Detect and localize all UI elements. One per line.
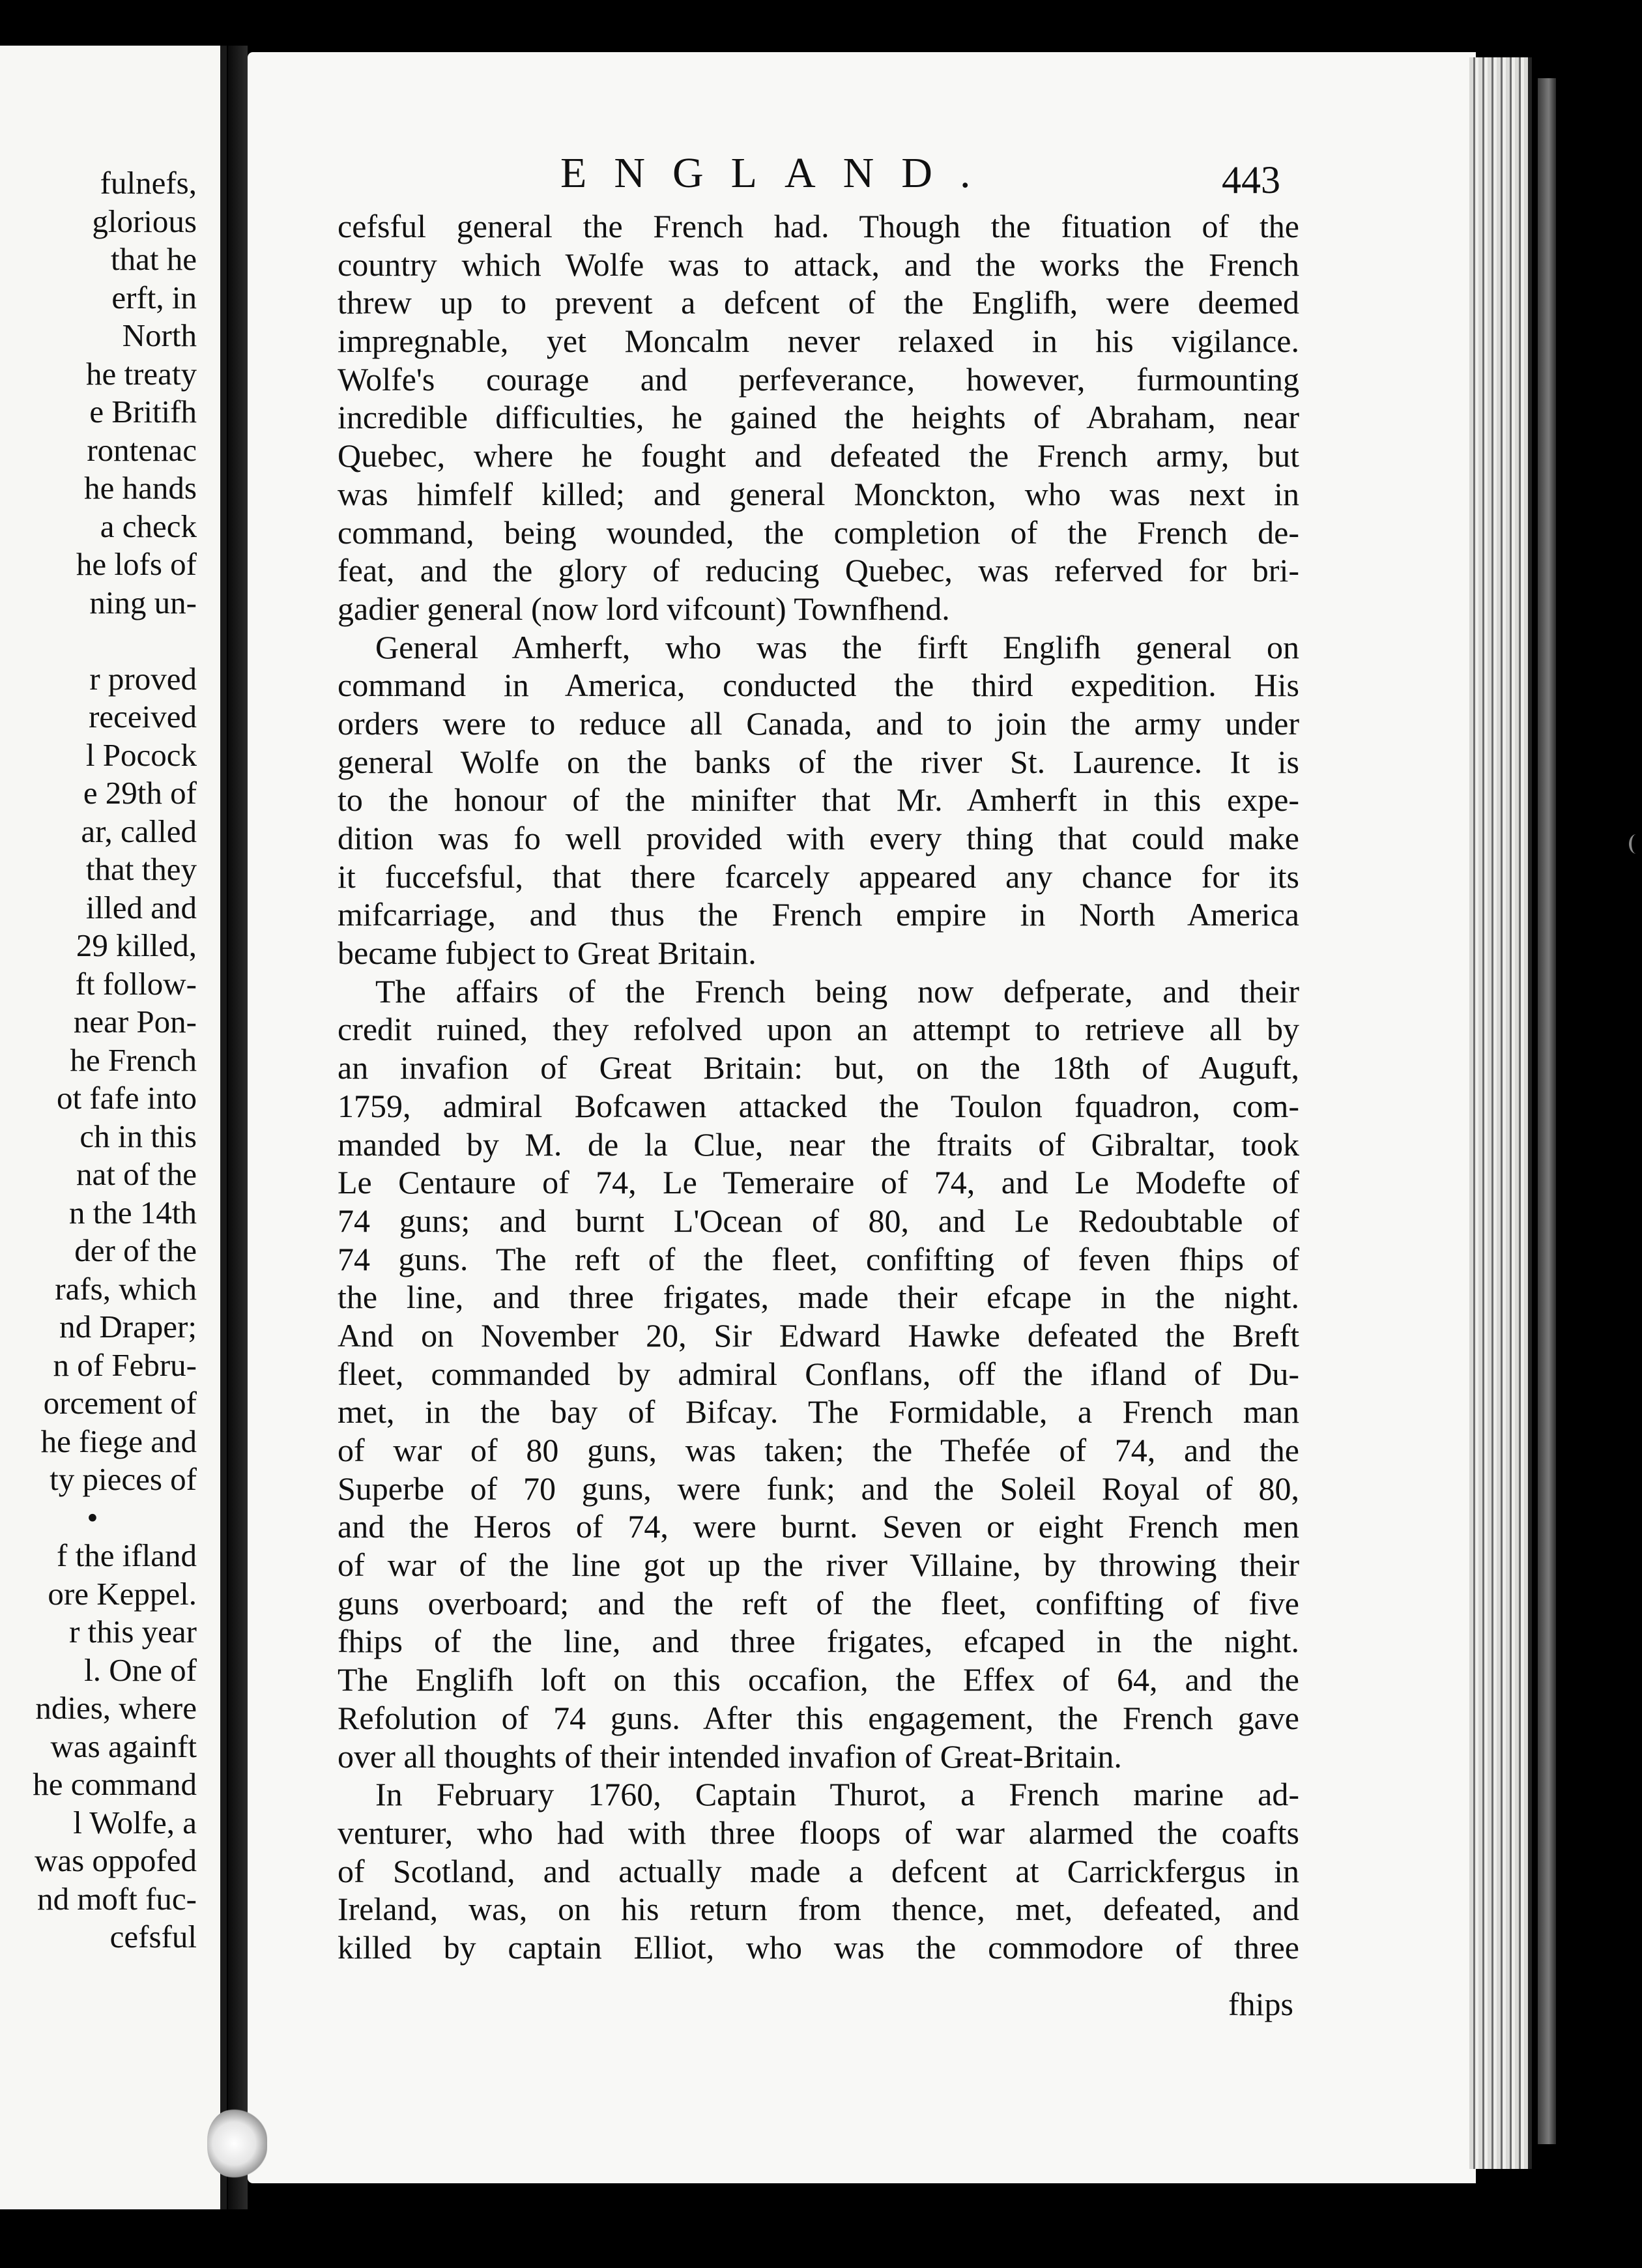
left-page-line: rontenac — [87, 431, 197, 468]
text-line: In February 1760, Captain Thurot, a French marine ad- — [375, 1776, 1299, 1813]
text-line: The affairs of the French being now defperate, and their — [375, 972, 1299, 1010]
left-page-line: f the ifland — [57, 1537, 197, 1573]
text-line: threw up to prevent a defcent of the Englifh, were deemed — [338, 284, 1299, 321]
text-line: gadier general (now lord vifcount) Townfhend. — [338, 590, 950, 627]
text-line: guns overboard; and the reft of the fleet, confifting of five — [338, 1584, 1299, 1621]
left-page-line: he French — [70, 1041, 197, 1078]
text-line: killed by captain Elliot, who was the commodore of three — [338, 1928, 1299, 1966]
text-line: and the Heros of 74, were burnt. Seven or eight French men — [338, 1508, 1299, 1545]
left-page-line: n the 14th — [69, 1194, 197, 1230]
catchword: fhips — [1228, 1986, 1293, 2022]
left-page-text — [0, 164, 197, 1956]
text-line: manded by M. de la Clue, near the ftraits of Gibraltar, took — [338, 1126, 1299, 1163]
text-line: orders were to reduce all Canada, and to join the army under — [338, 705, 1299, 742]
left-page-line: 29 killed, — [76, 927, 197, 963]
text-line: 74 guns; and burnt L'Ocean of 80, and Le Redoubtable of — [338, 1202, 1299, 1239]
left-page-line: ty pieces of — [50, 1461, 197, 1497]
text-line: became fubject to Great Britain. — [338, 935, 756, 972]
text-line: The Englifh loft on this occafion, the Effex of 64, and the — [338, 1661, 1299, 1698]
left-page-line: rafs, which — [55, 1270, 197, 1307]
left-page-line: e Britifh — [89, 394, 197, 429]
left-page-line: • — [87, 1499, 98, 1535]
left-page-line — [0, 622, 197, 660]
left-page-line: nat of the — [76, 1156, 197, 1192]
left-page-line: near Pon- — [73, 1004, 197, 1040]
left-page-line: der of the — [74, 1232, 197, 1268]
left-page-line: r this year — [69, 1614, 197, 1650]
left-page-line: l. One of — [84, 1651, 197, 1688]
page-edges — [1469, 57, 1532, 2169]
left-page-line: orcement of — [43, 1385, 197, 1421]
left-page-line: l Wolfe, a — [73, 1804, 197, 1840]
text-line: mifcarriage, and thus the French empire in North America — [338, 896, 1299, 933]
text-line: of Scotland, and actually made a defcent at Carrickfergus in — [338, 1852, 1299, 1889]
left-page-line: ning un- — [89, 584, 197, 620]
book-edge — [1538, 78, 1556, 2144]
text-line: of war of 80 guns, was taken; the Thefée of 74, and the — [338, 1432, 1299, 1468]
text-line: country which Wolfe was to attack, and the works the French — [338, 246, 1299, 283]
text-line: over all thoughts of their intended invafion of Great-Britain. — [338, 1737, 1122, 1775]
left-page-line: ft follow- — [75, 965, 197, 1002]
left-page-line: ch in this — [79, 1118, 197, 1154]
text-line: cefsful general the French had. Though the fituation of the — [338, 208, 1299, 244]
left-page-line: ndies, where — [35, 1690, 197, 1726]
left-page-line: ar, called — [81, 813, 197, 849]
text-line: And on November 20, Sir Edward Hawke defeated the Breft — [338, 1316, 1299, 1354]
text-line: credit ruined, they refolved upon an attempt to retrieve all by — [338, 1011, 1299, 1048]
body-text — [338, 207, 1299, 1967]
text-line: Wolfe's courage and perfeverance, however, furmounting — [338, 360, 1299, 398]
text-line: Le Centaure of 74, Le Temeraire of 74, and Le Modefte of — [338, 1164, 1299, 1201]
text-line: command, being wounded, the completion of the French de- — [338, 514, 1299, 551]
text-line: 74 guns. The reft of the fleet, confifting of feven fhips of — [338, 1240, 1299, 1277]
left-page-line: received — [89, 699, 197, 734]
text-line: was himfelf killed; and general Monckton, who was next in — [338, 475, 1299, 512]
left-page-line: glorious — [92, 203, 197, 239]
text-line: impregnable, yet Moncalm never relaxed in his vigilance. — [338, 323, 1299, 360]
text-line: Refolution of 74 guns. After this engagement, the French gave — [338, 1699, 1299, 1736]
text-line: fhips of the line, and three frigates, efcaped in the night. — [338, 1623, 1299, 1660]
left-page-line: e 29th of — [83, 775, 197, 811]
left-page-line: cefsful — [109, 1919, 197, 1955]
text-line: dition was fo well provided with every thing that could make — [338, 820, 1299, 856]
left-page-line: nd Draper; — [59, 1309, 197, 1345]
left-page-line: he lofs of — [76, 546, 197, 582]
text-line: fleet, commanded by admiral Conflans, off the ifland of Du- — [338, 1355, 1299, 1392]
text-line: the line, and three frigates, made their efcape in the night. — [338, 1279, 1299, 1316]
left-page-line: he hands — [84, 470, 197, 506]
margin-mark — [1629, 834, 1642, 854]
left-page-line: was againft — [50, 1728, 197, 1764]
running-head: ENGLAND. — [560, 149, 998, 197]
left-page-line: was oppofed — [34, 1842, 197, 1878]
left-page-line: he treaty — [85, 355, 197, 392]
left-page-line: illed and — [85, 889, 197, 925]
text-line: of war of the line got up the river Villaine, by throwing their — [338, 1547, 1299, 1584]
left-page-line: he fiege and — [40, 1423, 197, 1459]
text-line: Superbe of 70 guns, were funk; and the Soleil Royal of 80, — [338, 1470, 1299, 1507]
left-page-line: fulnefs, — [100, 165, 197, 201]
left-page-line: that they — [85, 851, 197, 887]
text-line: to the honour of the minifter that Mr. Amherft in this expe- — [338, 781, 1299, 819]
text-line: an invafion of Great Britain: but, on the 18th of Auguft, — [338, 1049, 1299, 1086]
text-line: feat, and the glory of reducing Quebec, was referved for bri- — [338, 552, 1299, 589]
left-page-line: erft, in — [111, 279, 197, 315]
left-page-line: ore Keppel. — [48, 1575, 197, 1612]
text-line: command in America, conducted the third expedition. His — [338, 667, 1299, 704]
left-page-line: nd moft fuc- — [37, 1880, 197, 1917]
text-line: general Wolfe on the banks of the river St. Laurence. It is — [338, 743, 1299, 780]
left-page-line: n of Febru- — [53, 1346, 197, 1383]
text-line: Ireland, was, on his return from thence, met, defeated, and — [338, 1891, 1299, 1928]
left-page-line: North — [122, 317, 197, 353]
text-line: incredible difficulties, he gained the heights of Abraham, near — [338, 399, 1299, 436]
gutter — [228, 46, 248, 2209]
left-page-line: that he — [111, 241, 197, 277]
left-page — [0, 46, 227, 2209]
left-page-line: a check — [100, 508, 197, 544]
text-line: it fuccefsful, that there fcarcely appeared any chance for its — [338, 858, 1299, 895]
left-page-line: he command — [33, 1766, 197, 1802]
left-page-line: ot fafe into — [57, 1080, 197, 1116]
text-line: Quebec, where he fought and defeated the French army, but — [338, 437, 1299, 474]
left-page-line: l Pocock — [85, 736, 197, 773]
page-number: 443 — [1222, 158, 1280, 201]
left-page-line: r proved — [89, 660, 197, 697]
paper-stain — [207, 2109, 267, 2178]
text-line: 1759, admiral Bofcawen attacked the Toulon fquadron, com- — [338, 1087, 1299, 1124]
text-line: General Amherft, who was the firft Englifh general on — [375, 628, 1299, 665]
text-line: met, in the bay of Bifcay. The Formidable, a French man — [338, 1393, 1299, 1431]
text-line: venturer, who had with three floops of war alarmed the coafts — [338, 1814, 1299, 1851]
